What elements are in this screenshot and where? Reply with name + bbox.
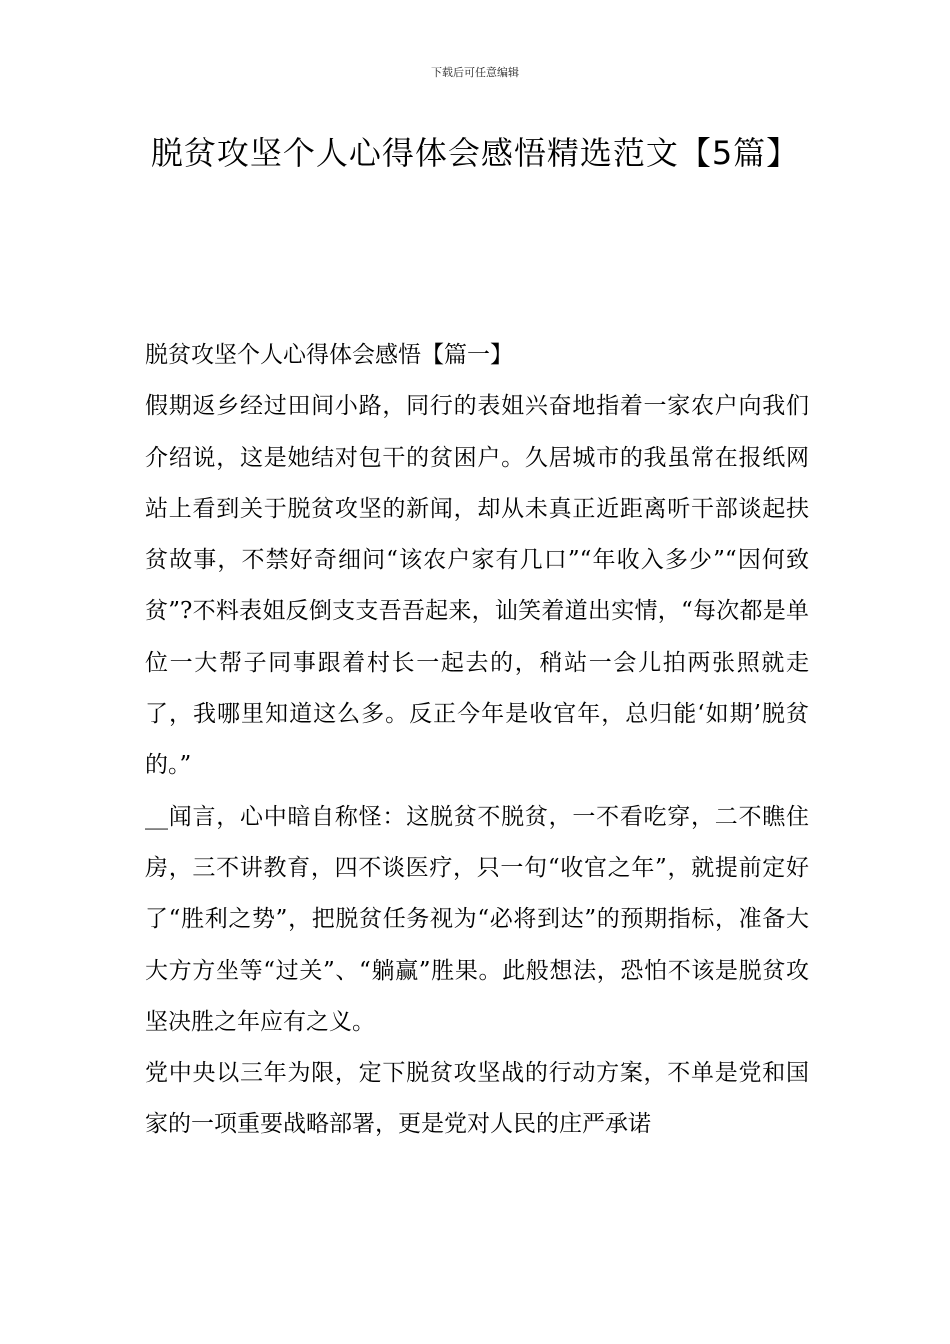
- paragraph: __闻言，心中暗自称怪：这脱贫不脱贫，一不看吃穿，二不瞧住房，三不讲教育，四不谈医疗，只一句“收官之年”，就提前定好了“胜利之势”，把脱贫任务视为“必将到达”的预期指标，准备大大方方坐等“过关”、“躺赢”胜果。此般想法，恐怕不该是脱贫攻坚决胜之年应有之义。: [145, 803, 809, 1035]
- header-note: 下载后可任意编辑: [431, 66, 519, 79]
- document-title: 脱贫攻坚个人心得体会感悟精选范文【5篇】: [150, 134, 800, 172]
- document-body: [145, 330, 809, 1151]
- section-heading: 脱贫攻坚个人心得体会感悟【篇一】: [145, 342, 513, 368]
- paragraph: 党中央以三年为限，定下脱贫攻坚战的行动方案，不单是党和国家的一项重要战略部署，更是党对人民的庄严承诺: [145, 1060, 809, 1138]
- paragraph: 假期返乡经过田间小路，同行的表姐兴奋地指着一家农户向我们介绍说，这是她结对包干的贫困户。久居城市的我虽常在报纸网站上看到关于脱贫攻坚的新闻，却从未真正近距离听干部谈起扶贫故事，不禁好奇细问“该农户家有几口”“年收入多少”“因何致贫”?不料表姐反倒支支吾吾起来，讪笑着道出实情，“每次都是单位一大帮子同事跟着村长一起去的，稍站一会儿拍两张照就走了，我哪里知道这么多。反正今年是收官年，总归能‘如期’脱贫的。”: [145, 393, 809, 779]
